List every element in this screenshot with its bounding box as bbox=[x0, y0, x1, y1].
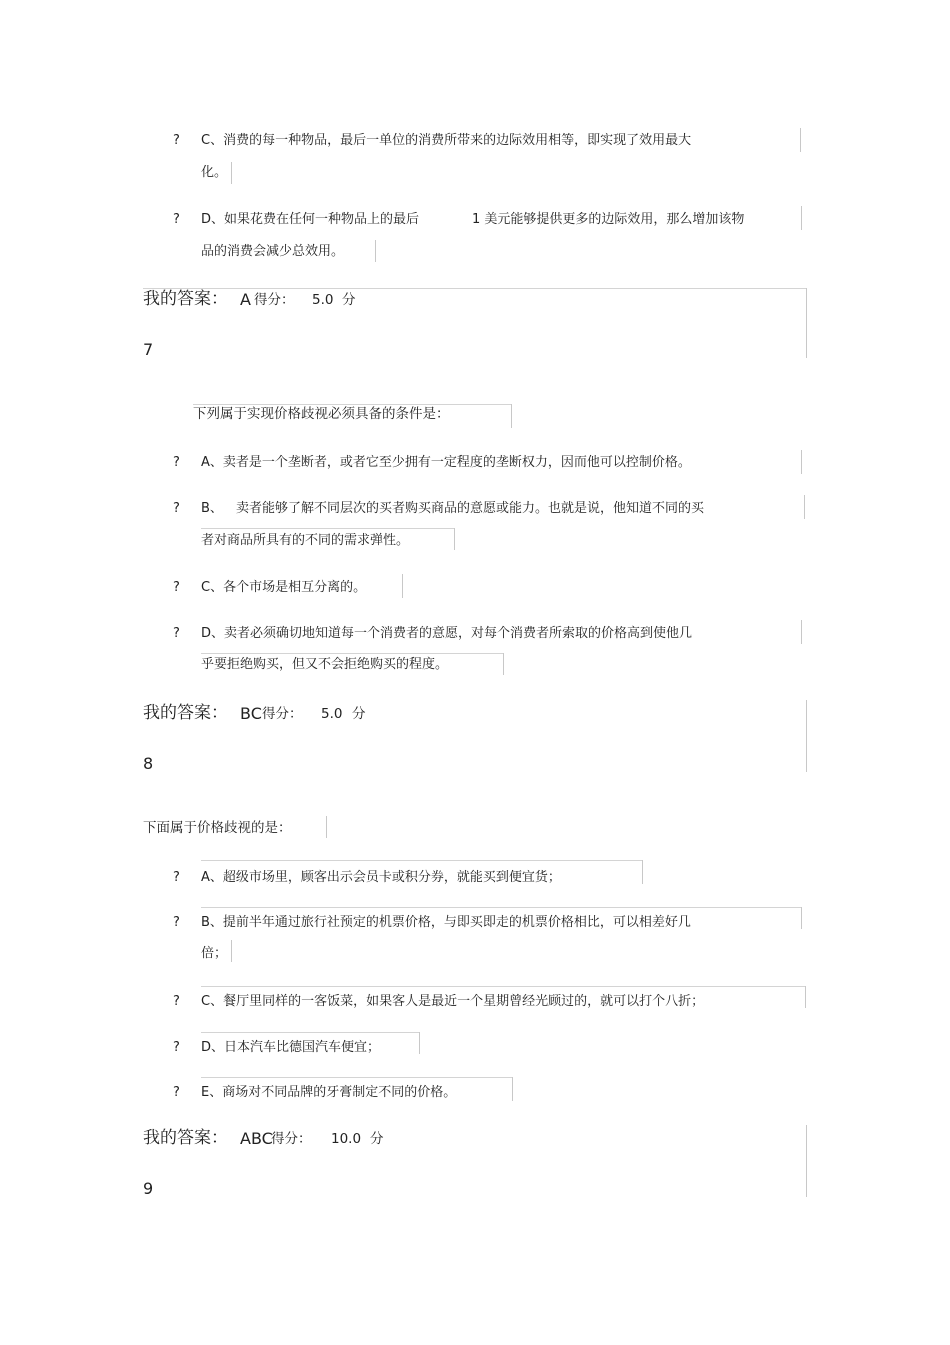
q8-option-b-line2[interactable]: 倍； bbox=[201, 946, 228, 961]
option-bullet: ? bbox=[173, 994, 180, 1009]
q7-option-b-line2[interactable]: 者对商品所具有的不同的需求弹性。 bbox=[201, 533, 410, 548]
question-number: 7 bbox=[143, 340, 154, 359]
option-bullet: ? bbox=[173, 1085, 180, 1100]
option-bullet: ? bbox=[173, 455, 180, 470]
score-unit: 分 bbox=[342, 292, 356, 308]
q8-option-a[interactable]: A、超级市场里，顾客出示会员卡或积分券，就能买到便宜货； bbox=[201, 870, 561, 885]
q6-option-d-line1a[interactable]: D、如果花费在任何一种物品上的最后 bbox=[201, 212, 420, 227]
option-bullet: ? bbox=[173, 870, 180, 885]
option-bullet: ? bbox=[173, 626, 180, 641]
option-bullet: ? bbox=[173, 133, 180, 148]
q6-option-d-line2[interactable]: 品的消费会减少总效用。 bbox=[201, 244, 345, 259]
option-bullet: ? bbox=[173, 580, 180, 595]
q7-option-c[interactable]: C、各个市场是相互分离的。 bbox=[201, 580, 367, 595]
score-value: 10.0 bbox=[331, 1131, 362, 1147]
q7-option-d-line2[interactable]: 乎要拒绝购买，但又不会拒绝购买的程度。 bbox=[201, 657, 449, 672]
answer-value: BC bbox=[240, 704, 262, 723]
option-bullet: ? bbox=[173, 915, 180, 930]
question-text: 下列属于实现价格歧视必须具备的条件是： bbox=[193, 406, 450, 422]
q8-option-c[interactable]: C、餐厅里同样的一客饭菜，如果客人是最近一个星期曾经光顾过的，就可以打个八折； bbox=[201, 994, 705, 1009]
q7-option-b-line1a[interactable]: B、 bbox=[201, 501, 223, 516]
q8-option-b-line1[interactable]: B、提前半年通过旅行社预定的机票价格，与即买即走的机票价格相比，可以相差好几 bbox=[201, 915, 691, 930]
option-bullet: ? bbox=[173, 501, 180, 516]
q7-option-d-line1[interactable]: D、卖者必须确切地知道每一个消费者的意愿，对每个消费者所索取的价格高到使他几 bbox=[201, 626, 693, 641]
score-value: 5.0 bbox=[321, 706, 343, 722]
q8-option-d[interactable]: D、日本汽车比德国汽车便宜； bbox=[201, 1040, 381, 1055]
q6-option-c-line2[interactable]: 化。 bbox=[201, 165, 228, 180]
score-value: 5.0 bbox=[312, 292, 334, 308]
answer-value: ABC bbox=[240, 1129, 273, 1148]
question-text: 下面属于价格歧视的是： bbox=[143, 820, 292, 836]
option-bullet: ? bbox=[173, 212, 180, 227]
option-bullet: ? bbox=[173, 1040, 180, 1055]
score-unit: 分 bbox=[352, 706, 366, 722]
question-number: 9 bbox=[143, 1179, 154, 1198]
q7-option-b-line1b[interactable]: 卖者能够了解不同层次的买者购买商品的意愿或能力。也就是说，他知道不同的买 bbox=[236, 501, 705, 516]
answer-label: 我的答案： bbox=[143, 289, 228, 309]
q7-option-a[interactable]: A、卖者是一个垄断者，或者它至少拥有一定程度的垄断权力，因而他可以控制价格。 bbox=[201, 455, 691, 470]
q6-option-c-line1[interactable]: C、消费的每一种物品，最后一单位的消费所带来的边际效用相等，即实现了效用最大 bbox=[201, 133, 692, 148]
score-label: 得分： bbox=[262, 706, 303, 722]
q8-option-e[interactable]: E、商场对不同品牌的牙膏制定不同的价格。 bbox=[201, 1085, 457, 1100]
answer-value: A bbox=[240, 290, 251, 309]
score-label: 得分： bbox=[271, 1131, 312, 1147]
answer-label: 我的答案： bbox=[143, 1128, 228, 1148]
q6-option-d-line1b[interactable]: 1 美元能够提供更多的边际效用，那么增加该物 bbox=[472, 212, 745, 227]
score-unit: 分 bbox=[370, 1131, 384, 1147]
score-label: 得分： bbox=[254, 292, 295, 308]
answer-label: 我的答案： bbox=[143, 703, 228, 723]
question-number: 8 bbox=[143, 754, 154, 773]
